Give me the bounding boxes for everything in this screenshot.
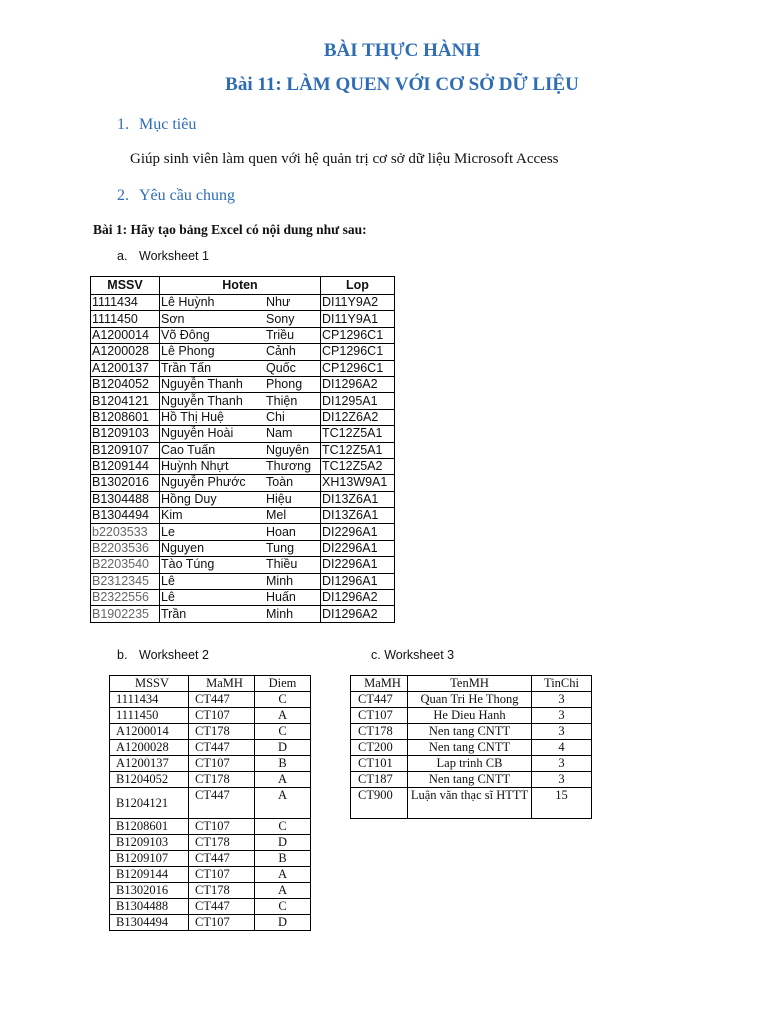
table-row	[91, 524, 395, 540]
cell-ten: Toàn	[265, 475, 321, 491]
worksheet-name: Worksheet 2	[139, 648, 209, 662]
cell-mssv: A1200014	[110, 724, 189, 740]
cell-diem: C	[255, 724, 311, 740]
cell-ten: Hiệu	[265, 491, 321, 507]
cell-ten: Nam	[265, 426, 321, 442]
cell-mssv: B1304494	[91, 508, 160, 524]
section-requirements-heading	[117, 187, 235, 205]
worksheet-1-body	[91, 295, 395, 623]
cell-ho: Nguyễn Hoài	[160, 426, 266, 442]
table-header-row	[351, 676, 592, 692]
cell-ten: Chi	[265, 409, 321, 425]
cell-ho: Hồ Thị Huệ	[160, 409, 266, 425]
table-row	[110, 772, 311, 788]
cell-diem: B	[255, 851, 311, 867]
cell-mamh: CT107	[189, 708, 255, 724]
cell-ho: Lê	[160, 590, 266, 606]
cell-lop: DI2296A1	[321, 540, 395, 556]
section-label: Yêu cầu chung	[139, 187, 235, 204]
cell-mamh: CT447	[189, 740, 255, 756]
header-tinchi: TinChi	[532, 676, 592, 692]
cell-mssv: b2203533	[91, 524, 160, 540]
table-row	[110, 851, 311, 867]
table-row	[351, 708, 592, 724]
cell-mssv: B1208601	[91, 409, 160, 425]
table-row	[110, 788, 311, 819]
cell-lop: DI12Z6A2	[321, 409, 395, 425]
cell-mamh: CT107	[351, 708, 408, 724]
cell-mssv: 1111434	[91, 295, 160, 311]
cell-mssv: A1200028	[91, 344, 160, 360]
cell-tinchi: 3	[532, 692, 592, 708]
worksheet-3-label: c. Worksheet 3	[371, 648, 455, 662]
cell-lop: DI1296A1	[321, 573, 395, 589]
cell-mssv: B1204121	[110, 788, 189, 819]
table-row	[91, 458, 395, 474]
cell-lop: CP1296C1	[321, 327, 395, 343]
cell-lop: DI11Y9A2	[321, 295, 395, 311]
cell-mamh: CT187	[351, 772, 408, 788]
worksheet-1-label	[117, 249, 209, 263]
cell-mssv: B2322556	[91, 590, 160, 606]
header-tenmh: TenMH	[408, 676, 532, 692]
cell-ho: Le	[160, 524, 266, 540]
cell-tinchi: 3	[532, 772, 592, 788]
cell-mssv: B1302016	[91, 475, 160, 491]
table-header-row	[110, 676, 311, 692]
worksheet-name: Worksheet 1	[139, 249, 209, 263]
header-mamh: MaMH	[351, 676, 408, 692]
cell-mamh: CT107	[189, 915, 255, 931]
cell-mssv: B2203540	[91, 557, 160, 573]
cell-mssv: A1200028	[110, 740, 189, 756]
cell-mssv: B1209103	[91, 426, 160, 442]
cell-lop: DI1296A2	[321, 590, 395, 606]
cell-lop: XH13W9A1	[321, 475, 395, 491]
cell-mssv: B1902235	[91, 606, 160, 622]
cell-ho: Sơn	[160, 311, 266, 327]
header-mssv: MSSV	[110, 676, 189, 692]
worksheet-3-body	[351, 692, 592, 819]
cell-ho: Nguyễn Phước	[160, 475, 266, 491]
cell-diem: D	[255, 915, 311, 931]
cell-lop: DI2296A1	[321, 557, 395, 573]
cell-lop: TC12Z5A1	[321, 426, 395, 442]
table-row	[91, 376, 395, 392]
cell-ho: Huỳnh Nhựt	[160, 458, 266, 474]
cell-mamh: CT101	[351, 756, 408, 772]
table-row	[351, 692, 592, 708]
cell-mssv: 1111450	[91, 311, 160, 327]
cell-mamh: CT107	[189, 867, 255, 883]
cell-ten: Như	[265, 295, 321, 311]
table-row	[91, 540, 395, 556]
cell-lop: TC12Z5A2	[321, 458, 395, 474]
cell-mssv: A1200014	[91, 327, 160, 343]
cell-ho: Lê	[160, 573, 266, 589]
cell-mssv: B1209144	[91, 458, 160, 474]
cell-diem: A	[255, 867, 311, 883]
document-title: BÀI THỰC HÀNH	[323, 40, 481, 61]
cell-diem: C	[255, 899, 311, 915]
cell-diem: A	[255, 883, 311, 899]
cell-ten: Huấn	[265, 590, 321, 606]
table-row	[91, 491, 395, 507]
cell-ho: Nguyen	[160, 540, 266, 556]
list-marker: b.	[117, 648, 128, 662]
section-number: 1.	[117, 116, 129, 133]
cell-mssv: A1200137	[110, 756, 189, 772]
cell-mamh: CT178	[189, 772, 255, 788]
table-row	[110, 756, 311, 772]
cell-mamh: CT447	[189, 851, 255, 867]
section-label: Mục tiêu	[139, 116, 197, 133]
table-row	[91, 426, 395, 442]
cell-diem: A	[255, 772, 311, 788]
table-row	[351, 724, 592, 740]
cell-ten: Hoan	[265, 524, 321, 540]
cell-mamh: CT447	[189, 692, 255, 708]
table-row	[110, 724, 311, 740]
table-row	[110, 708, 311, 724]
cell-ten: Minh	[265, 573, 321, 589]
header-lop: Lop	[321, 277, 395, 295]
cell-mssv: B1204052	[91, 376, 160, 392]
section-objective-heading	[117, 116, 196, 134]
cell-ten: Phong	[265, 376, 321, 392]
cell-tinchi: 15	[532, 788, 592, 819]
cell-ten: Tung	[265, 540, 321, 556]
cell-ho: Trần	[160, 606, 266, 622]
cell-ten: Thiều	[265, 557, 321, 573]
cell-mamh: CT107	[189, 819, 255, 835]
cell-ten: Mel	[265, 508, 321, 524]
table-row	[91, 475, 395, 491]
table-row	[91, 606, 395, 622]
worksheet-1-table	[90, 276, 395, 623]
table-row	[91, 393, 395, 409]
cell-mssv: B1209103	[110, 835, 189, 851]
cell-mssv: B1204052	[110, 772, 189, 788]
table-row	[351, 788, 592, 819]
header-hoten: Hoten	[160, 277, 321, 295]
cell-diem: D	[255, 835, 311, 851]
cell-ho: Võ Đông	[160, 327, 266, 343]
table-row	[91, 442, 395, 458]
cell-mamh: CT900	[351, 788, 408, 819]
cell-diem: D	[255, 740, 311, 756]
cell-mssv: B1209107	[110, 851, 189, 867]
cell-tenmh: Luận văn thạc sĩ HTTT	[408, 788, 532, 819]
section-number: 2.	[117, 187, 129, 204]
cell-mssv: B1208601	[110, 819, 189, 835]
cell-mamh: CT447	[189, 788, 255, 819]
cell-tenmh: Lap trinh CB	[408, 756, 532, 772]
cell-tenmh: Nen tang CNTT	[408, 740, 532, 756]
cell-ten: Minh	[265, 606, 321, 622]
header-mssv: MSSV	[91, 277, 160, 295]
table-row	[91, 311, 395, 327]
table-row	[91, 508, 395, 524]
cell-ho: Nguyễn Thanh	[160, 376, 266, 392]
cell-diem: A	[255, 708, 311, 724]
table-row	[91, 557, 395, 573]
cell-mamh: CT178	[189, 883, 255, 899]
table-row	[91, 327, 395, 343]
cell-lop: DI13Z6A1	[321, 508, 395, 524]
cell-mamh: CT178	[189, 724, 255, 740]
header-mamh: MaMH	[189, 676, 255, 692]
cell-lop: DI1295A1	[321, 393, 395, 409]
cell-tinchi: 4	[532, 740, 592, 756]
table-row	[110, 915, 311, 931]
cell-ho: Tào Túng	[160, 557, 266, 573]
table-row	[91, 295, 395, 311]
cell-mssv: B2312345	[91, 573, 160, 589]
table-row	[110, 867, 311, 883]
cell-lop: DI13Z6A1	[321, 491, 395, 507]
table-row	[91, 360, 395, 376]
cell-ho: Hồng Duy	[160, 491, 266, 507]
cell-tenmh: Nen tang CNTT	[408, 724, 532, 740]
cell-ten: Thương	[265, 458, 321, 474]
table-row	[110, 740, 311, 756]
cell-ten: Quốc	[265, 360, 321, 376]
table-row	[91, 573, 395, 589]
cell-tinchi: 3	[532, 708, 592, 724]
cell-ho: Trần Tấn	[160, 360, 266, 376]
cell-mssv: B1304488	[110, 899, 189, 915]
worksheet-3-table	[350, 675, 592, 819]
cell-ten: Nguyên	[265, 442, 321, 458]
cell-lop: DI2296A1	[321, 524, 395, 540]
cell-mamh: CT178	[351, 724, 408, 740]
cell-mamh: CT200	[351, 740, 408, 756]
table-row	[110, 819, 311, 835]
cell-lop: CP1296C1	[321, 344, 395, 360]
cell-tinchi: 3	[532, 724, 592, 740]
worksheet-2-table	[109, 675, 311, 931]
cell-mssv: B1204121	[91, 393, 160, 409]
worksheet-2-body	[110, 692, 311, 931]
cell-tenmh: Quan Tri He Thong	[408, 692, 532, 708]
cell-mssv: B1209144	[110, 867, 189, 883]
cell-mamh: CT447	[189, 899, 255, 915]
cell-ho: Lê Phong	[160, 344, 266, 360]
objective-paragraph: Giúp sinh viên làm quen với hệ quản trị cơ sở dữ liệu Microsoft Access	[130, 151, 559, 167]
cell-mssv: B1304494	[110, 915, 189, 931]
table-row	[110, 899, 311, 915]
cell-ten: Cảnh	[265, 344, 321, 360]
table-header-row	[91, 277, 395, 295]
table-row	[110, 835, 311, 851]
cell-diem: C	[255, 692, 311, 708]
cell-ten: Sony	[265, 311, 321, 327]
cell-tenmh: He Dieu Hanh	[408, 708, 532, 724]
cell-mssv: 1111450	[110, 708, 189, 724]
header-diem: Diem	[255, 676, 311, 692]
cell-tenmh: Nen tang CNTT	[408, 772, 532, 788]
list-marker: a.	[117, 249, 128, 263]
cell-mssv: 1111434	[110, 692, 189, 708]
cell-ho: Cao Tuấn	[160, 442, 266, 458]
cell-mssv: B1209107	[91, 442, 160, 458]
cell-mamh: CT178	[189, 835, 255, 851]
cell-lop: DI1296A2	[321, 606, 395, 622]
table-row	[91, 590, 395, 606]
cell-tinchi: 3	[532, 756, 592, 772]
cell-mssv: A1200137	[91, 360, 160, 376]
table-row	[351, 756, 592, 772]
table-row	[91, 409, 395, 425]
exercise-title: Bài 1: Hãy tạo bảng Excel có nội dung như sau:	[93, 222, 367, 237]
table-row	[110, 883, 311, 899]
cell-mssv: B1302016	[110, 883, 189, 899]
cell-ten: Thiện	[265, 393, 321, 409]
table-row	[91, 344, 395, 360]
cell-mamh: CT447	[351, 692, 408, 708]
table-row	[351, 772, 592, 788]
lesson-title: Bài 11: LÀM QUEN VỚI CƠ SỞ DỮ LIỆU	[225, 74, 579, 95]
cell-diem: A	[255, 788, 311, 819]
worksheet-2-label	[117, 648, 209, 662]
cell-diem: C	[255, 819, 311, 835]
cell-mamh: CT107	[189, 756, 255, 772]
cell-diem: B	[255, 756, 311, 772]
cell-ho: Lê Huỳnh	[160, 295, 266, 311]
table-row	[351, 740, 592, 756]
cell-lop: DI11Y9A1	[321, 311, 395, 327]
cell-lop: DI1296A2	[321, 376, 395, 392]
cell-ten: Triều	[265, 327, 321, 343]
table-row	[110, 692, 311, 708]
cell-lop: TC12Z5A1	[321, 442, 395, 458]
cell-mssv: B2203536	[91, 540, 160, 556]
cell-ho: Kim	[160, 508, 266, 524]
cell-lop: CP1296C1	[321, 360, 395, 376]
cell-ho: Nguyễn Thanh	[160, 393, 266, 409]
cell-mssv: B1304488	[91, 491, 160, 507]
